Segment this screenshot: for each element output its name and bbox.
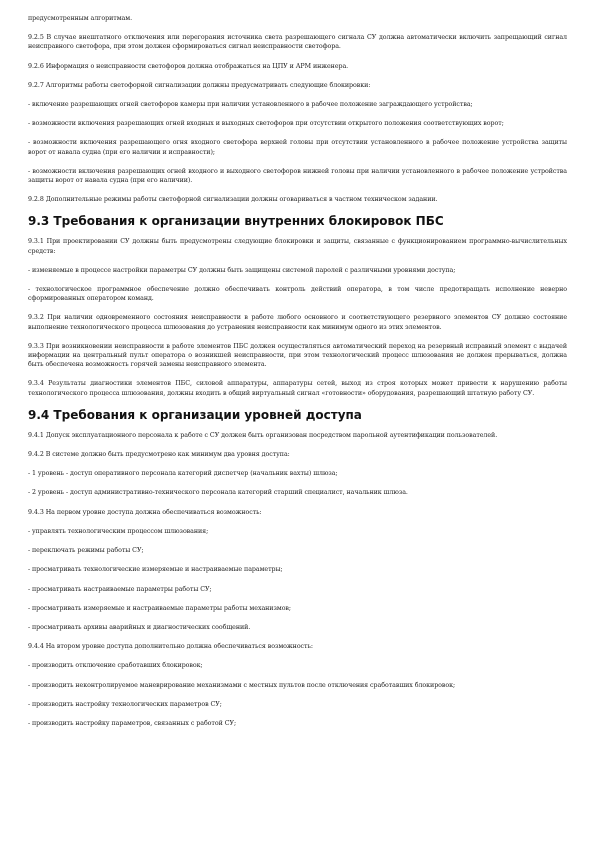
list-item-protection-1: - изменяемые в процессе настройки параметры СУ должны быть защищены системой паролей с различными уровнями доступа; [28,266,456,274]
paragraph-9-3-2: 9.3.2 При наличии одновременного состояния неисправности в работе любого основного и соответствующего резервного элементов СУ должно состояние выполнение технологического процесса шлюзования до устранения неисправности как минимум одного из этих элементов. [28,314,567,331]
list-item-first-level-3: - просматривать технологические измеряемые и настраиваемые параметры; [28,566,283,574]
list-item-protection-2: - технологическое программное обеспечение должно обеспечивать контроль действий оператора, в том числе предотвращать исполнение неверно сформированных оператором команд. [28,286,567,303]
paragraph-9-4-4: 9.4.4 На втором уровне доступа дополнительно должна обеспечиваться возможность: [28,643,313,651]
list-item-second-level-3: - производить настройку технологических параметров СУ; [28,700,222,708]
list-item-blocking-4: - возможности включения разрешающих огней входного и выходного светофоров нижней головы при наличии установленного в рабочее положение устройства защиты ворот от навала судна (при его наличии). [28,167,567,185]
list-item-first-level-6: - просматривать архивы аварийных и диагностических сообщений. [28,623,251,631]
list-item-blocking-1: - включение разрешающих огней светофоров камеры при наличии установленного в рабочее положение заграждающего устройства; [28,101,473,109]
list-item-blocking-2: - возможности включения разрешающих огней входных и выходных светофоров при отсутствии открытого положения соответствующих ворот; [28,120,504,128]
list-item-first-level-4: - просматривать настраиваемые параметры работы СУ; [28,585,212,593]
list-item-blocking-3: - возможности включения разрешающего огня входного светофора верхней головы при отсутствии установленного в рабочее положение устройства защиты ворот от навала судна (при его наличии и исправности); [28,139,567,156]
paragraph-9-3-3: 9.3.3 При возникновении неисправности в работе элементов ПБС должен осуществляться автоматический переход на резервный исправный элемент с выдачей информации на центральный пульт оператора о возникшей неисправности, при этом технологический процесс шлюзования не должен прерываться, должна быть обеспечена возможность горячей замены неисправного элемента. [28,342,567,369]
paragraph-9-2-8: 9.2.8 Дополнительные режимы работы светофорной сигнализации должны оговариваться в частном техническом задании. [28,196,438,204]
list-item-level-2: - 2 уровень - доступ административно-технического персонала категорий старший специалист, начальник шлюза. [28,489,408,497]
paragraph-9-2-6: 9.2.6 Информация о неисправности светофоров должна отображаться на ЦПУ и АРМ инженера. [28,62,349,70]
list-item-second-level-1: - производить отключение сработавших блокировок; [28,662,203,670]
list-item-second-level-4: - производить настройку параметров, связанных с работой СУ; [28,719,237,727]
section-heading-9-4: 9.4 Требования к организации уровней доступа [28,407,362,422]
list-item-first-level-1: - управлять технологическим процессом шлюзования; [28,527,209,535]
paragraph-9-4-2: 9.4.2 В системе должно быть предусмотрено как минимум два уровня доступа: [28,451,290,459]
paragraph-9-2-7: 9.2.7 Алгоритмы работы светофорной сигнализации должны предусматривать следующие блокировки: [28,81,371,89]
paragraph-9-3-4: 9.3.4 Результаты диагностики элементов ПБС, силовой аппаратуры, аппаратуры сетей, выход из строя которых может привести к нарушению работы технологического процесса шлюзования, должны входить в общий виртуальный сигнал «готовности» оборудования, разрешающий штатную работу СУ. [28,380,567,397]
list-item-first-level-5: - просматривать измеряемые и настраиваемые параметры работы механизмов; [28,604,291,612]
paragraph-9-2-5: 9.2.5 В случае внештатного отключения или перегорания источника света разрешающего сигнала СУ должна автоматически включить запрещающий сигнал неисправного светофора, при этом должен сформироваться сигнал неисправности светофора. [28,34,567,51]
paragraph-9-4-1: 9.4.1 Допуск эксплуатационного персонала к работе с СУ должен быть организован посредством парольной аутентификации пользователей. [28,431,498,439]
paragraph-9-3-1: 9.3.1 При проектировании СУ должны быть предусмотрены следующие блокировки и защиты, связанные с функционированием программно-вычислительных средств: [28,238,567,255]
paragraph-continuation: предусмотренным алгоритмам. [28,15,133,22]
list-item-level-1: - 1 уровень - доступ оперативного персонала категорий диспетчер (начальник вахты) шлюза; [28,470,338,478]
paragraph-9-4-3: 9.4.3 На первом уровне доступа должна обеспечиваться возможность: [28,508,262,516]
section-heading-9-3: 9.3 Требования к организации внутренних блокировок ПБС [28,214,444,229]
list-item-first-level-2: - переключать режимы работы СУ; [28,547,144,555]
list-item-second-level-2: - производить неконтролируемое маневрирование механизмами с местных пультов после отключения сработавших блокировок; [28,681,456,689]
